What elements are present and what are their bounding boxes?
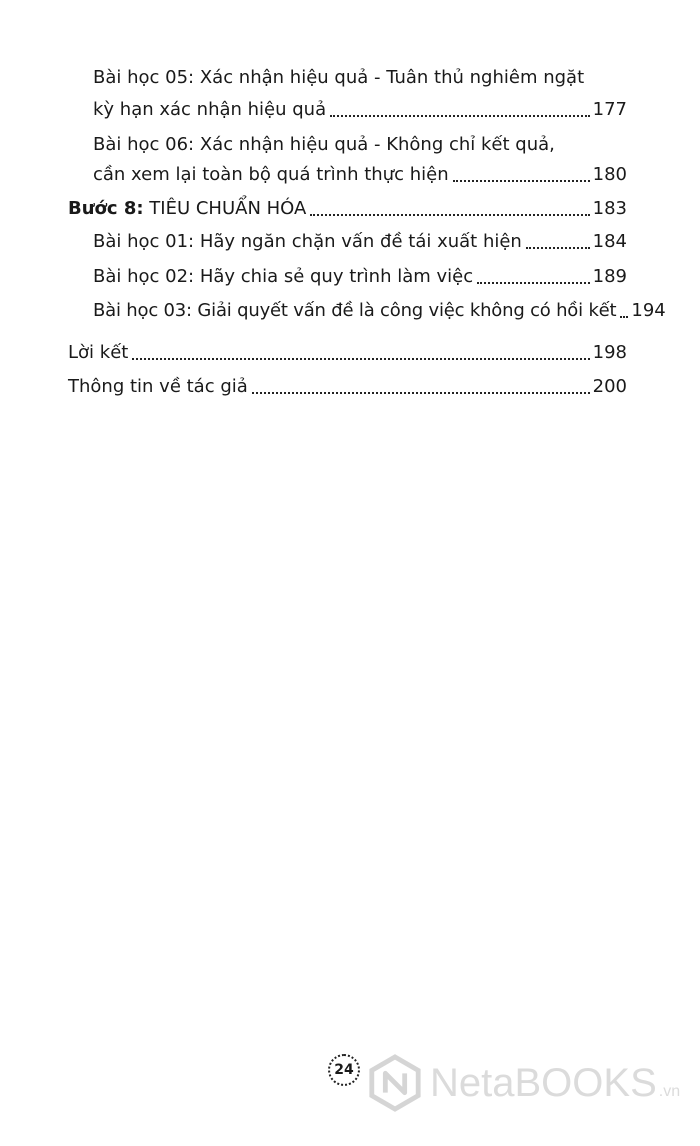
dot-leader bbox=[310, 214, 589, 216]
toc-entry-s8-lesson02 bbox=[93, 261, 627, 293]
toc-page-number: 194 bbox=[631, 300, 666, 321]
toc-page-number: 184 bbox=[592, 231, 627, 252]
toc-page-number: 189 bbox=[592, 266, 627, 287]
toc-page-number: 177 bbox=[592, 99, 627, 120]
dot-leader bbox=[526, 247, 590, 249]
toc-entry-text: kỳ hạn xác nhận hiệu quả bbox=[93, 99, 327, 120]
toc-entry-text: Bài học 02: Hãy chia sẻ quy trình làm việc bbox=[93, 266, 474, 287]
toc-entry-text: Bài học 05: Xác nhận hiệu quả - Tuân thủ nghiêm ngặt bbox=[93, 67, 585, 88]
toc-entry-s8-lesson03 bbox=[93, 295, 666, 327]
toc-entry-step8 bbox=[68, 193, 627, 225]
toc-entry-text: Bài học 01: Hãy ngăn chặn vấn đề tái xuất hiện bbox=[93, 231, 522, 252]
toc-entry-s8-lesson01 bbox=[93, 226, 627, 258]
toc-entry-lesson06 bbox=[93, 159, 627, 191]
netabooks-logo-icon bbox=[366, 1054, 424, 1112]
step-title: TIÊU CHUẨN HÓA bbox=[143, 198, 307, 219]
watermark-suffix: .vn bbox=[658, 1083, 681, 1100]
dot-leader bbox=[252, 392, 590, 394]
toc-entry-text: cần xem lại toàn bộ quá trình thực hiện bbox=[93, 164, 449, 185]
toc-entry-text: Bài học 03: Giải quyết vấn đề là công việc không có hồi kết bbox=[93, 300, 617, 321]
toc-page-number: 198 bbox=[592, 342, 627, 363]
dot-leader bbox=[477, 282, 590, 284]
toc-entry-text: Thông tin về tác giả bbox=[68, 376, 248, 397]
dot-leader bbox=[620, 316, 628, 318]
watermark-text: NetaBOOKS bbox=[430, 1060, 657, 1105]
toc-entry-text: Bài học 06: Xác nhận hiệu quả - Không chỉ kết quả, bbox=[93, 134, 555, 155]
toc-page-number: 183 bbox=[592, 198, 627, 219]
dot-leader bbox=[453, 180, 590, 182]
dot-leader bbox=[132, 358, 589, 360]
page-number-badge: 24 bbox=[328, 1054, 360, 1086]
toc-entry-author-info bbox=[68, 371, 627, 403]
step-label: Bước 8: bbox=[68, 198, 144, 219]
toc-page-number: 200 bbox=[592, 376, 627, 397]
toc-entry-text bbox=[68, 193, 306, 225]
toc-entry-lesson05 bbox=[93, 94, 627, 126]
watermark bbox=[366, 1048, 680, 1118]
toc-entry-lesson06-line1 bbox=[93, 129, 555, 161]
toc-entry-afterword bbox=[68, 337, 627, 369]
toc-entry-text: Lời kết bbox=[68, 342, 129, 363]
toc-entry-lesson05-line1 bbox=[93, 62, 584, 94]
dot-leader bbox=[330, 115, 590, 117]
toc-page-number: 180 bbox=[592, 164, 627, 185]
